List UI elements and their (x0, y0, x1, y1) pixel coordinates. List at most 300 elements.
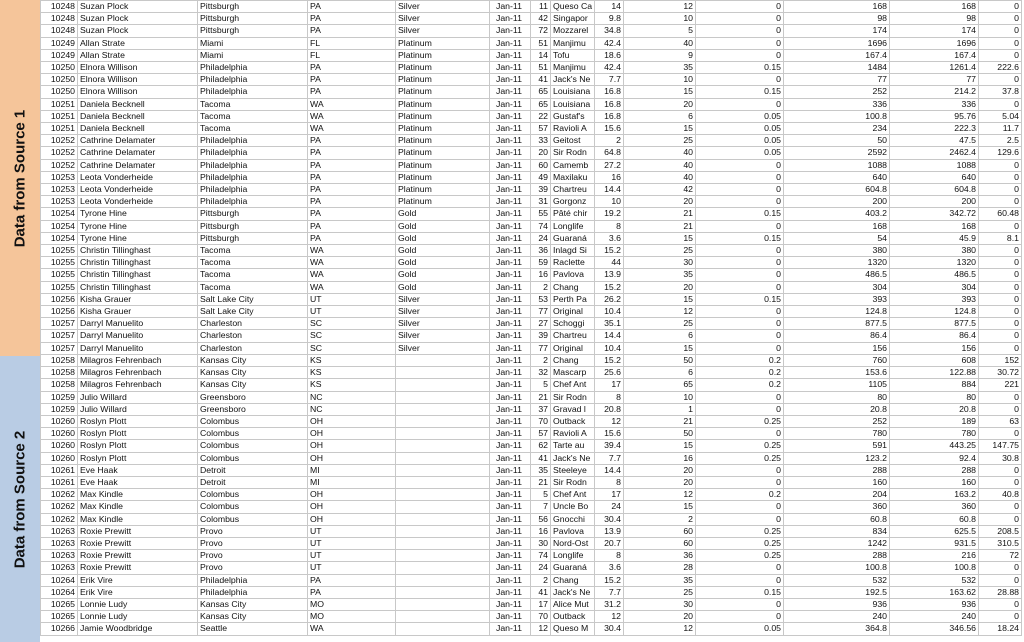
qty-cell[interactable]: 25 (624, 135, 696, 147)
qty-cell[interactable]: 30 (624, 257, 696, 269)
net-cell[interactable]: 380 (890, 245, 979, 257)
discount-cell[interactable]: 0 (696, 98, 784, 110)
product-cell[interactable]: Sir Rodn (551, 391, 595, 403)
discount-cell[interactable]: 0.25 (696, 452, 784, 464)
gross-cell[interactable]: 532 (784, 574, 890, 586)
discount-amount-cell[interactable]: 2.5 (979, 135, 1022, 147)
order-id-cell[interactable]: 10254 (41, 232, 78, 244)
price-cell[interactable]: 14.4 (595, 464, 624, 476)
discount-cell[interactable]: 0.05 (696, 135, 784, 147)
date-cell[interactable]: Jan-11 (490, 220, 531, 232)
price-cell[interactable]: 15.2 (595, 245, 624, 257)
net-cell[interactable]: 163.62 (890, 586, 979, 598)
product-id-cell[interactable]: 21 (531, 476, 551, 488)
discount-cell[interactable]: 0 (696, 306, 784, 318)
state-cell[interactable]: OH (308, 440, 396, 452)
qty-cell[interactable]: 6 (624, 110, 696, 122)
price-cell[interactable]: 39.4 (595, 440, 624, 452)
customer-cell[interactable]: Julio Willard (78, 403, 198, 415)
product-id-cell[interactable]: 30 (531, 537, 551, 549)
discount-cell[interactable]: 0.15 (696, 86, 784, 98)
tier-cell[interactable] (396, 623, 490, 635)
qty-cell[interactable]: 36 (624, 550, 696, 562)
gross-cell[interactable]: 200 (784, 196, 890, 208)
net-cell[interactable]: 160 (890, 476, 979, 488)
customer-cell[interactable]: Darryl Manuelito (78, 318, 198, 330)
city-cell[interactable]: Pittsburgh (198, 208, 308, 220)
order-id-cell[interactable]: 10262 (41, 513, 78, 525)
tier-cell[interactable] (396, 562, 490, 574)
customer-cell[interactable]: Suzan Plock (78, 1, 198, 13)
discount-amount-cell[interactable]: 0 (979, 391, 1022, 403)
product-cell[interactable]: Perth Pa (551, 293, 595, 305)
date-cell[interactable]: Jan-11 (490, 159, 531, 171)
product-id-cell[interactable]: 39 (531, 184, 551, 196)
order-id-cell[interactable]: 10248 (41, 13, 78, 25)
city-cell[interactable]: Tacoma (198, 245, 308, 257)
qty-cell[interactable]: 35 (624, 269, 696, 281)
order-id-cell[interactable]: 10248 (41, 1, 78, 13)
net-cell[interactable]: 92.4 (890, 452, 979, 464)
discount-amount-cell[interactable]: 8.1 (979, 232, 1022, 244)
state-cell[interactable]: MI (308, 464, 396, 476)
state-cell[interactable]: MI (308, 476, 396, 488)
discount-cell[interactable]: 0 (696, 513, 784, 525)
date-cell[interactable]: Jan-11 (490, 123, 531, 135)
customer-cell[interactable]: Eve Haak (78, 476, 198, 488)
net-cell[interactable]: 532 (890, 574, 979, 586)
net-cell[interactable]: 122.88 (890, 367, 979, 379)
tier-cell[interactable]: Platinum (396, 184, 490, 196)
city-cell[interactable]: Philadelphia (198, 184, 308, 196)
product-id-cell[interactable]: 35 (531, 464, 551, 476)
price-cell[interactable]: 18.6 (595, 49, 624, 61)
date-cell[interactable]: Jan-11 (490, 403, 531, 415)
net-cell[interactable]: 20.8 (890, 403, 979, 415)
city-cell[interactable]: Pittsburgh (198, 220, 308, 232)
qty-cell[interactable]: 50 (624, 354, 696, 366)
net-cell[interactable]: 640 (890, 171, 979, 183)
discount-amount-cell[interactable]: 30.8 (979, 452, 1022, 464)
price-cell[interactable]: 16.8 (595, 110, 624, 122)
discount-amount-cell[interactable]: 0 (979, 330, 1022, 342)
tier-cell[interactable]: Platinum (396, 171, 490, 183)
customer-cell[interactable]: Allan Strate (78, 49, 198, 61)
net-cell[interactable]: 163.2 (890, 489, 979, 501)
product-cell[interactable]: Louisiana (551, 86, 595, 98)
price-cell[interactable]: 14.4 (595, 184, 624, 196)
date-cell[interactable]: Jan-11 (490, 574, 531, 586)
state-cell[interactable]: KS (308, 367, 396, 379)
gross-cell[interactable]: 160 (784, 476, 890, 488)
order-id-cell[interactable]: 10256 (41, 293, 78, 305)
discount-cell[interactable]: 0.25 (696, 537, 784, 549)
price-cell[interactable]: 12 (595, 611, 624, 623)
tier-cell[interactable] (396, 501, 490, 513)
date-cell[interactable]: Jan-11 (490, 245, 531, 257)
date-cell[interactable]: Jan-11 (490, 171, 531, 183)
qty-cell[interactable]: 25 (624, 586, 696, 598)
product-id-cell[interactable]: 57 (531, 428, 551, 440)
date-cell[interactable]: Jan-11 (490, 86, 531, 98)
price-cell[interactable]: 31.2 (595, 598, 624, 610)
city-cell[interactable]: Colombus (198, 428, 308, 440)
qty-cell[interactable]: 20 (624, 476, 696, 488)
order-id-cell[interactable]: 10257 (41, 342, 78, 354)
order-id-cell[interactable]: 10258 (41, 379, 78, 391)
order-id-cell[interactable]: 10260 (41, 440, 78, 452)
state-cell[interactable]: PA (308, 232, 396, 244)
tier-cell[interactable] (396, 513, 490, 525)
date-cell[interactable]: Jan-11 (490, 269, 531, 281)
discount-amount-cell[interactable]: 0 (979, 220, 1022, 232)
order-id-cell[interactable]: 10250 (41, 86, 78, 98)
product-id-cell[interactable]: 77 (531, 342, 551, 354)
price-cell[interactable]: 24 (595, 501, 624, 513)
city-cell[interactable]: Philadelphia (198, 574, 308, 586)
product-cell[interactable]: Queso Ca (551, 1, 595, 13)
order-id-cell[interactable]: 10248 (41, 25, 78, 37)
discount-cell[interactable]: 0 (696, 37, 784, 49)
discount-amount-cell[interactable]: 0 (979, 25, 1022, 37)
discount-amount-cell[interactable]: 0 (979, 476, 1022, 488)
date-cell[interactable]: Jan-11 (490, 452, 531, 464)
product-id-cell[interactable]: 55 (531, 208, 551, 220)
state-cell[interactable]: UT (308, 550, 396, 562)
customer-cell[interactable]: Suzan Plock (78, 25, 198, 37)
state-cell[interactable]: PA (308, 171, 396, 183)
discount-cell[interactable]: 0 (696, 562, 784, 574)
qty-cell[interactable]: 40 (624, 159, 696, 171)
discount-cell[interactable]: 0 (696, 403, 784, 415)
tier-cell[interactable]: Platinum (396, 86, 490, 98)
qty-cell[interactable]: 35 (624, 574, 696, 586)
tier-cell[interactable]: Gold (396, 281, 490, 293)
discount-amount-cell[interactable]: 0 (979, 598, 1022, 610)
city-cell[interactable]: Philadelphia (198, 147, 308, 159)
discount-amount-cell[interactable]: 0 (979, 184, 1022, 196)
product-cell[interactable]: Manjimu (551, 37, 595, 49)
price-cell[interactable]: 44 (595, 257, 624, 269)
price-cell[interactable]: 35.1 (595, 318, 624, 330)
qty-cell[interactable]: 21 (624, 208, 696, 220)
state-cell[interactable]: OH (308, 513, 396, 525)
net-cell[interactable]: 342.72 (890, 208, 979, 220)
city-cell[interactable]: Philadelphia (198, 159, 308, 171)
customer-cell[interactable]: Leota Vonderheide (78, 171, 198, 183)
discount-cell[interactable]: 0 (696, 257, 784, 269)
tier-cell[interactable]: Silver (396, 318, 490, 330)
date-cell[interactable]: Jan-11 (490, 550, 531, 562)
price-cell[interactable]: 3.6 (595, 232, 624, 244)
tier-cell[interactable]: Silver (396, 330, 490, 342)
product-cell[interactable]: Longlife (551, 220, 595, 232)
date-cell[interactable]: Jan-11 (490, 184, 531, 196)
state-cell[interactable]: SC (308, 342, 396, 354)
gross-cell[interactable]: 304 (784, 281, 890, 293)
state-cell[interactable]: PA (308, 86, 396, 98)
net-cell[interactable]: 443.25 (890, 440, 979, 452)
city-cell[interactable]: Kansas City (198, 354, 308, 366)
customer-cell[interactable]: Roxie Prewitt (78, 525, 198, 537)
discount-cell[interactable]: 0 (696, 171, 784, 183)
qty-cell[interactable]: 20 (624, 464, 696, 476)
product-id-cell[interactable]: 2 (531, 281, 551, 293)
tier-cell[interactable] (396, 440, 490, 452)
customer-cell[interactable]: Roxie Prewitt (78, 537, 198, 549)
city-cell[interactable]: Colombus (198, 440, 308, 452)
discount-cell[interactable]: 0 (696, 1, 784, 13)
net-cell[interactable]: 86.4 (890, 330, 979, 342)
price-cell[interactable]: 25.6 (595, 367, 624, 379)
date-cell[interactable]: Jan-11 (490, 623, 531, 635)
discount-cell[interactable]: 0.05 (696, 147, 784, 159)
discount-cell[interactable]: 0.25 (696, 440, 784, 452)
discount-cell[interactable]: 0 (696, 598, 784, 610)
date-cell[interactable]: Jan-11 (490, 367, 531, 379)
customer-cell[interactable]: Leota Vonderheide (78, 196, 198, 208)
qty-cell[interactable]: 10 (624, 74, 696, 86)
customer-cell[interactable]: Roxie Prewitt (78, 562, 198, 574)
tier-cell[interactable] (396, 574, 490, 586)
discount-cell[interactable]: 0 (696, 196, 784, 208)
order-id-cell[interactable]: 10249 (41, 37, 78, 49)
qty-cell[interactable]: 6 (624, 330, 696, 342)
date-cell[interactable]: Jan-11 (490, 525, 531, 537)
customer-cell[interactable]: Darryl Manuelito (78, 330, 198, 342)
discount-amount-cell[interactable]: 0 (979, 293, 1022, 305)
order-id-cell[interactable]: 10256 (41, 306, 78, 318)
state-cell[interactable]: PA (308, 574, 396, 586)
gross-cell[interactable]: 204 (784, 489, 890, 501)
qty-cell[interactable]: 40 (624, 37, 696, 49)
city-cell[interactable]: Charleston (198, 342, 308, 354)
state-cell[interactable]: WA (308, 269, 396, 281)
qty-cell[interactable]: 65 (624, 379, 696, 391)
gross-cell[interactable]: 604.8 (784, 184, 890, 196)
customer-cell[interactable]: Roslyn Plott (78, 415, 198, 427)
date-cell[interactable]: Jan-11 (490, 489, 531, 501)
net-cell[interactable]: 200 (890, 196, 979, 208)
city-cell[interactable]: Philadelphia (198, 86, 308, 98)
price-cell[interactable]: 15.6 (595, 428, 624, 440)
city-cell[interactable]: Salt Lake City (198, 293, 308, 305)
price-cell[interactable]: 42.4 (595, 37, 624, 49)
price-cell[interactable]: 30.4 (595, 623, 624, 635)
date-cell[interactable]: Jan-11 (490, 74, 531, 86)
qty-cell[interactable]: 20 (624, 196, 696, 208)
gross-cell[interactable]: 1696 (784, 37, 890, 49)
city-cell[interactable]: Tacoma (198, 110, 308, 122)
gross-cell[interactable]: 364.8 (784, 623, 890, 635)
net-cell[interactable]: 360 (890, 501, 979, 513)
product-cell[interactable]: Original (551, 342, 595, 354)
discount-amount-cell[interactable]: 221 (979, 379, 1022, 391)
qty-cell[interactable]: 30 (624, 598, 696, 610)
state-cell[interactable]: WA (308, 245, 396, 257)
tier-cell[interactable]: Gold (396, 257, 490, 269)
customer-cell[interactable]: Milagros Fehrenbach (78, 367, 198, 379)
product-id-cell[interactable]: 27 (531, 318, 551, 330)
order-id-cell[interactable]: 10261 (41, 476, 78, 488)
tier-cell[interactable]: Gold (396, 245, 490, 257)
product-cell[interactable]: Schoggi (551, 318, 595, 330)
net-cell[interactable]: 45.9 (890, 232, 979, 244)
product-id-cell[interactable]: 53 (531, 293, 551, 305)
product-id-cell[interactable]: 2 (531, 574, 551, 586)
tier-cell[interactable]: Platinum (396, 62, 490, 74)
customer-cell[interactable]: Eve Haak (78, 464, 198, 476)
date-cell[interactable]: Jan-11 (490, 428, 531, 440)
product-cell[interactable]: Pavlova (551, 525, 595, 537)
price-cell[interactable]: 14 (595, 1, 624, 13)
price-cell[interactable]: 13.9 (595, 525, 624, 537)
order-id-cell[interactable]: 10265 (41, 611, 78, 623)
city-cell[interactable]: Philadelphia (198, 74, 308, 86)
customer-cell[interactable]: Max Kindle (78, 513, 198, 525)
price-cell[interactable]: 64.8 (595, 147, 624, 159)
gross-cell[interactable]: 1105 (784, 379, 890, 391)
order-id-cell[interactable]: 10264 (41, 586, 78, 598)
qty-cell[interactable]: 15 (624, 501, 696, 513)
product-id-cell[interactable]: 39 (531, 330, 551, 342)
tier-cell[interactable] (396, 415, 490, 427)
product-id-cell[interactable]: 41 (531, 452, 551, 464)
city-cell[interactable]: Provo (198, 550, 308, 562)
discount-amount-cell[interactable]: 37.8 (979, 86, 1022, 98)
customer-cell[interactable]: Daniela Becknell (78, 98, 198, 110)
gross-cell[interactable]: 124.8 (784, 306, 890, 318)
discount-cell[interactable]: 0 (696, 49, 784, 61)
discount-amount-cell[interactable]: 40.8 (979, 489, 1022, 501)
net-cell[interactable]: 288 (890, 464, 979, 476)
net-cell[interactable]: 222.3 (890, 123, 979, 135)
customer-cell[interactable]: Roslyn Plott (78, 440, 198, 452)
discount-amount-cell[interactable]: 0 (979, 74, 1022, 86)
qty-cell[interactable]: 15 (624, 440, 696, 452)
price-cell[interactable]: 7.7 (595, 586, 624, 598)
product-id-cell[interactable]: 5 (531, 379, 551, 391)
qty-cell[interactable]: 60 (624, 537, 696, 549)
price-cell[interactable]: 17 (595, 489, 624, 501)
gross-cell[interactable]: 156 (784, 342, 890, 354)
gross-cell[interactable]: 640 (784, 171, 890, 183)
product-id-cell[interactable]: 42 (531, 13, 551, 25)
discount-amount-cell[interactable]: 63 (979, 415, 1022, 427)
net-cell[interactable]: 346.56 (890, 623, 979, 635)
price-cell[interactable]: 15.6 (595, 123, 624, 135)
order-id-cell[interactable]: 10253 (41, 184, 78, 196)
gross-cell[interactable]: 2592 (784, 147, 890, 159)
tier-cell[interactable]: Silver (396, 293, 490, 305)
discount-amount-cell[interactable]: 129.6 (979, 147, 1022, 159)
customer-cell[interactable]: Milagros Fehrenbach (78, 379, 198, 391)
discount-cell[interactable]: 0.05 (696, 123, 784, 135)
city-cell[interactable]: Detroit (198, 464, 308, 476)
gross-cell[interactable]: 936 (784, 598, 890, 610)
price-cell[interactable]: 15.2 (595, 281, 624, 293)
city-cell[interactable]: Greensboro (198, 403, 308, 415)
qty-cell[interactable]: 21 (624, 415, 696, 427)
net-cell[interactable]: 2462.4 (890, 147, 979, 159)
city-cell[interactable]: Philadelphia (198, 586, 308, 598)
tier-cell[interactable]: Platinum (396, 147, 490, 159)
net-cell[interactable]: 625.5 (890, 525, 979, 537)
qty-cell[interactable]: 60 (624, 525, 696, 537)
discount-cell[interactable]: 0.2 (696, 379, 784, 391)
city-cell[interactable]: Philadelphia (198, 62, 308, 74)
product-id-cell[interactable]: 51 (531, 37, 551, 49)
customer-cell[interactable]: Cathrine Delamater (78, 159, 198, 171)
price-cell[interactable]: 10 (595, 196, 624, 208)
state-cell[interactable]: PA (308, 184, 396, 196)
gross-cell[interactable]: 1484 (784, 62, 890, 74)
product-cell[interactable]: Queso M (551, 623, 595, 635)
date-cell[interactable]: Jan-11 (490, 110, 531, 122)
product-cell[interactable]: Sir Rodn (551, 147, 595, 159)
date-cell[interactable]: Jan-11 (490, 1, 531, 13)
product-cell[interactable]: Guaraná (551, 562, 595, 574)
state-cell[interactable]: UT (308, 537, 396, 549)
discount-cell[interactable]: 0.15 (696, 208, 784, 220)
discount-amount-cell[interactable]: 0 (979, 501, 1022, 513)
customer-cell[interactable]: Christin Tillinghast (78, 245, 198, 257)
city-cell[interactable]: Tacoma (198, 98, 308, 110)
net-cell[interactable]: 608 (890, 354, 979, 366)
tier-cell[interactable] (396, 586, 490, 598)
tier-cell[interactable] (396, 367, 490, 379)
date-cell[interactable]: Jan-11 (490, 196, 531, 208)
tier-cell[interactable] (396, 525, 490, 537)
date-cell[interactable]: Jan-11 (490, 611, 531, 623)
state-cell[interactable]: PA (308, 147, 396, 159)
date-cell[interactable]: Jan-11 (490, 62, 531, 74)
discount-cell[interactable]: 0 (696, 476, 784, 488)
product-cell[interactable]: Maxilaku (551, 171, 595, 183)
city-cell[interactable]: Colombus (198, 452, 308, 464)
state-cell[interactable]: FL (308, 49, 396, 61)
price-cell[interactable]: 10.4 (595, 342, 624, 354)
tier-cell[interactable]: Platinum (396, 74, 490, 86)
discount-cell[interactable]: 0.25 (696, 550, 784, 562)
date-cell[interactable]: Jan-11 (490, 501, 531, 513)
state-cell[interactable]: MO (308, 611, 396, 623)
gross-cell[interactable]: 591 (784, 440, 890, 452)
price-cell[interactable]: 16.8 (595, 86, 624, 98)
product-cell[interactable]: Singapor (551, 13, 595, 25)
product-cell[interactable]: Jack's Ne (551, 452, 595, 464)
discount-cell[interactable]: 0.25 (696, 525, 784, 537)
net-cell[interactable]: 1320 (890, 257, 979, 269)
order-id-cell[interactable]: 10263 (41, 550, 78, 562)
tier-cell[interactable]: Silver (396, 1, 490, 13)
gross-cell[interactable]: 252 (784, 86, 890, 98)
product-id-cell[interactable]: 11 (531, 1, 551, 13)
product-cell[interactable]: Gravad l (551, 403, 595, 415)
discount-amount-cell[interactable]: 310.5 (979, 537, 1022, 549)
price-cell[interactable]: 8 (595, 476, 624, 488)
state-cell[interactable]: FL (308, 37, 396, 49)
product-id-cell[interactable]: 65 (531, 86, 551, 98)
qty-cell[interactable]: 2 (624, 513, 696, 525)
discount-cell[interactable]: 0.2 (696, 489, 784, 501)
discount-amount-cell[interactable]: 0 (979, 37, 1022, 49)
discount-amount-cell[interactable]: 11.7 (979, 123, 1022, 135)
discount-cell[interactable]: 0.25 (696, 415, 784, 427)
customer-cell[interactable]: Erik Vire (78, 586, 198, 598)
gross-cell[interactable]: 123.2 (784, 452, 890, 464)
gross-cell[interactable]: 80 (784, 391, 890, 403)
